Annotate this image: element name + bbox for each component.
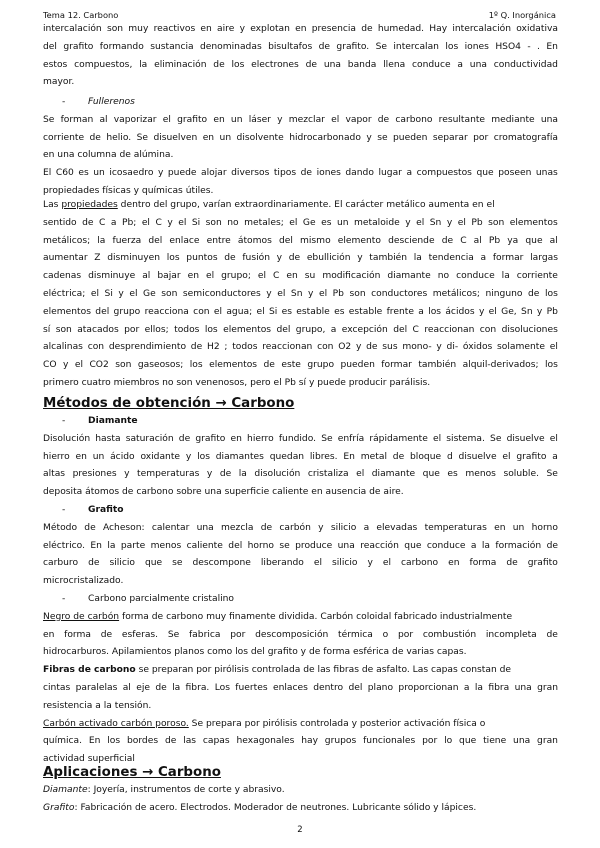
list-item: Diamante: Joyería, instrumentos de corte y abrasivo. bbox=[43, 785, 285, 795]
propiedades-paragraph bbox=[43, 197, 558, 393]
heading-metodos: Métodos de obtención → Carbono bbox=[43, 396, 295, 411]
text-line: propiedades físicas y químicas útiles. bbox=[43, 185, 214, 196]
text-line: elementos del grupo reacciona con el agua; el Si es estable es estable frente a los ácidos y el Ge, Sn y Pb bbox=[43, 306, 558, 317]
bullet-fullerenos: - Fullerenos bbox=[43, 94, 558, 112]
text-line: Carbón activado carbón poroso. Se prepara por pirólisis controlada y posterior activación física o bbox=[43, 718, 486, 729]
text-line: Disolución hasta saturación de grafito en hierro fundido. Se enfría rápidamente el sistema. Se disuelve el bbox=[43, 433, 558, 444]
heading-aplicaciones: Aplicaciones → Carbono bbox=[43, 765, 221, 780]
text-line: corriente de helio. Se disuelven en un disolvente hidrocarbonado y se pueden separar por cromatografía bbox=[43, 132, 558, 143]
text-line: deposita átomos de carbono sobre una superficie caliente en ausencia de aire. bbox=[43, 487, 404, 498]
text-line: mayor. bbox=[43, 77, 75, 88]
text-line: Se forman al vaporizar el grafito en un láser y mezclar el vapor de carbono resultante mediante una bbox=[43, 114, 558, 125]
bullet-carbono-parcial: - Carbono parcialmente cristalino bbox=[62, 593, 235, 604]
intro-paragraph bbox=[43, 21, 558, 92]
text-line: El C60 es un icosaedro y puede alojar diversos tipos de iones dando lugar a compuestos que poseen unas bbox=[43, 168, 558, 179]
text-line: química. En los bordes de las capas hexagonales hay grupos funcionales por lo que tiene una gran bbox=[43, 736, 558, 747]
metodos-section bbox=[43, 413, 558, 769]
fullerenos-section bbox=[43, 94, 558, 201]
list-item: Grafito: Fabricación de acero. Electrodos. Moderador de neutrones. Lubricante sólido y lápices. bbox=[43, 802, 477, 813]
text-line: carburo de silicio que se descompone liberando el silicio y el carbono en forma de grafito bbox=[43, 558, 558, 569]
text-line: Fibras de carbono se preparan por pirólisis controlada de las fibras de asfalto. Las capas constan de bbox=[43, 665, 512, 676]
text-line: eléctrico. En la parte menos caliente del horno se produce una reacción que conduce a la formación de bbox=[43, 540, 558, 551]
text-line: alcalinas con desprendimiento de H2 ; todos reaccionan con O2 y de sus mono- y di- óxidos solamente el bbox=[43, 342, 558, 353]
text-line: resistencia a la tensión. bbox=[43, 700, 152, 711]
header-left: Tema 12. Carbono bbox=[43, 10, 119, 20]
text-line: Las propiedades dentro del grupo, varían extraordinariamente. El carácter metálico aumenta en el bbox=[43, 200, 495, 210]
text-line: cintas paralelas al eje de la fibra. Los fuertes enlaces dentro del plano proporcionan a la fibra una gran bbox=[43, 682, 558, 693]
text-line: del grafito formando sustancia denominadas bisultafos de grafito. Se intercalan los iones HSO4 - . En bbox=[43, 41, 558, 52]
text-line: sí son atacados por ellos; todos los elementos del grupo, a excepción del C reaccionan con disoluciones bbox=[43, 324, 558, 335]
text-line: intercalación son muy reactivos en aire y explotan en presencia de humedad. Hay intercalación oxidativa bbox=[43, 24, 558, 34]
header-right: 1º Q. Inorgánica bbox=[488, 10, 556, 20]
fibras-de-carbono-term: Fibras de carbono bbox=[43, 665, 136, 676]
text-line: hierro en un ácido oxidante y los diamantes quedan libres. En metal de bloque d disuelve el grafito a bbox=[43, 451, 558, 462]
text-line: estos compuestos, la eliminación de los electrones de una banda llena conduce a una conductividad bbox=[43, 59, 558, 70]
text-line: cadenas disminuye al bajar en el grupo; el C en su modificación diamante no conduce la corriente bbox=[43, 271, 558, 282]
text-line: en forma de esferas. Se fabrica por descomposición térmica o por combustión incompleta de bbox=[43, 629, 558, 640]
aplicaciones-list bbox=[43, 782, 558, 818]
text-line: CO y el CO2 son gaseosos; los elementos de este grupo pueden formar también alquil-derivados; los bbox=[43, 360, 558, 371]
text-line: Negro de carbón forma de carbono muy finamente dividida. Carbón coloidal fabricado industrialmente bbox=[43, 611, 513, 622]
text-line: eléctrica; el Si y el Ge son semiconductores y el Sn y el Pb son conductores metálicos; ninguno de los bbox=[43, 288, 558, 299]
fullerenos-label: Fullerenos bbox=[88, 97, 135, 107]
text-line: aumentar Z disminuyen los puntos de fusión y de ebullición y también la tendencia a formar largas bbox=[43, 253, 558, 264]
page-number: 2 bbox=[297, 825, 303, 835]
negro-de-carbon-term: Negro de carbón bbox=[43, 611, 120, 622]
text-line: altas presiones y temperaturas y de la disolución cristaliza el diamante que es menos soluble. Se bbox=[43, 469, 558, 480]
text-line: Método de Acheson: calentar una mezcla de carbón y silicio a elevadas temperaturas en un horno bbox=[43, 522, 558, 533]
bullet-diamante: - Diamante bbox=[62, 416, 138, 426]
bullet-grafito: - Grafito bbox=[62, 504, 124, 515]
text-line: actividad superficial bbox=[43, 754, 135, 765]
text-line: microcristalizado. bbox=[43, 576, 124, 587]
text-line: primero cuatro miembros no son venenosos, pero el Pb sí y puede producir parálisis. bbox=[43, 377, 431, 388]
text-line: en una columna de alúmina. bbox=[43, 150, 174, 161]
carbon-activado-term: Carbón activado carbón poroso. bbox=[43, 718, 189, 729]
propiedades-link: propiedades bbox=[61, 200, 118, 210]
text-line: hidrocarburos. Apilamientos planos como los del grafito y de forma esférica de varias capas. bbox=[43, 647, 467, 658]
text-line: sentido de C a Pb; el C y el Si son no metales; el Ge es un metaloide y el Sn y el Pb son elementos bbox=[43, 217, 558, 228]
text-line: metálicos; la fuerza del enlace entre átomos del mismo elemento desciende de C al Pb ya que al bbox=[43, 235, 558, 246]
